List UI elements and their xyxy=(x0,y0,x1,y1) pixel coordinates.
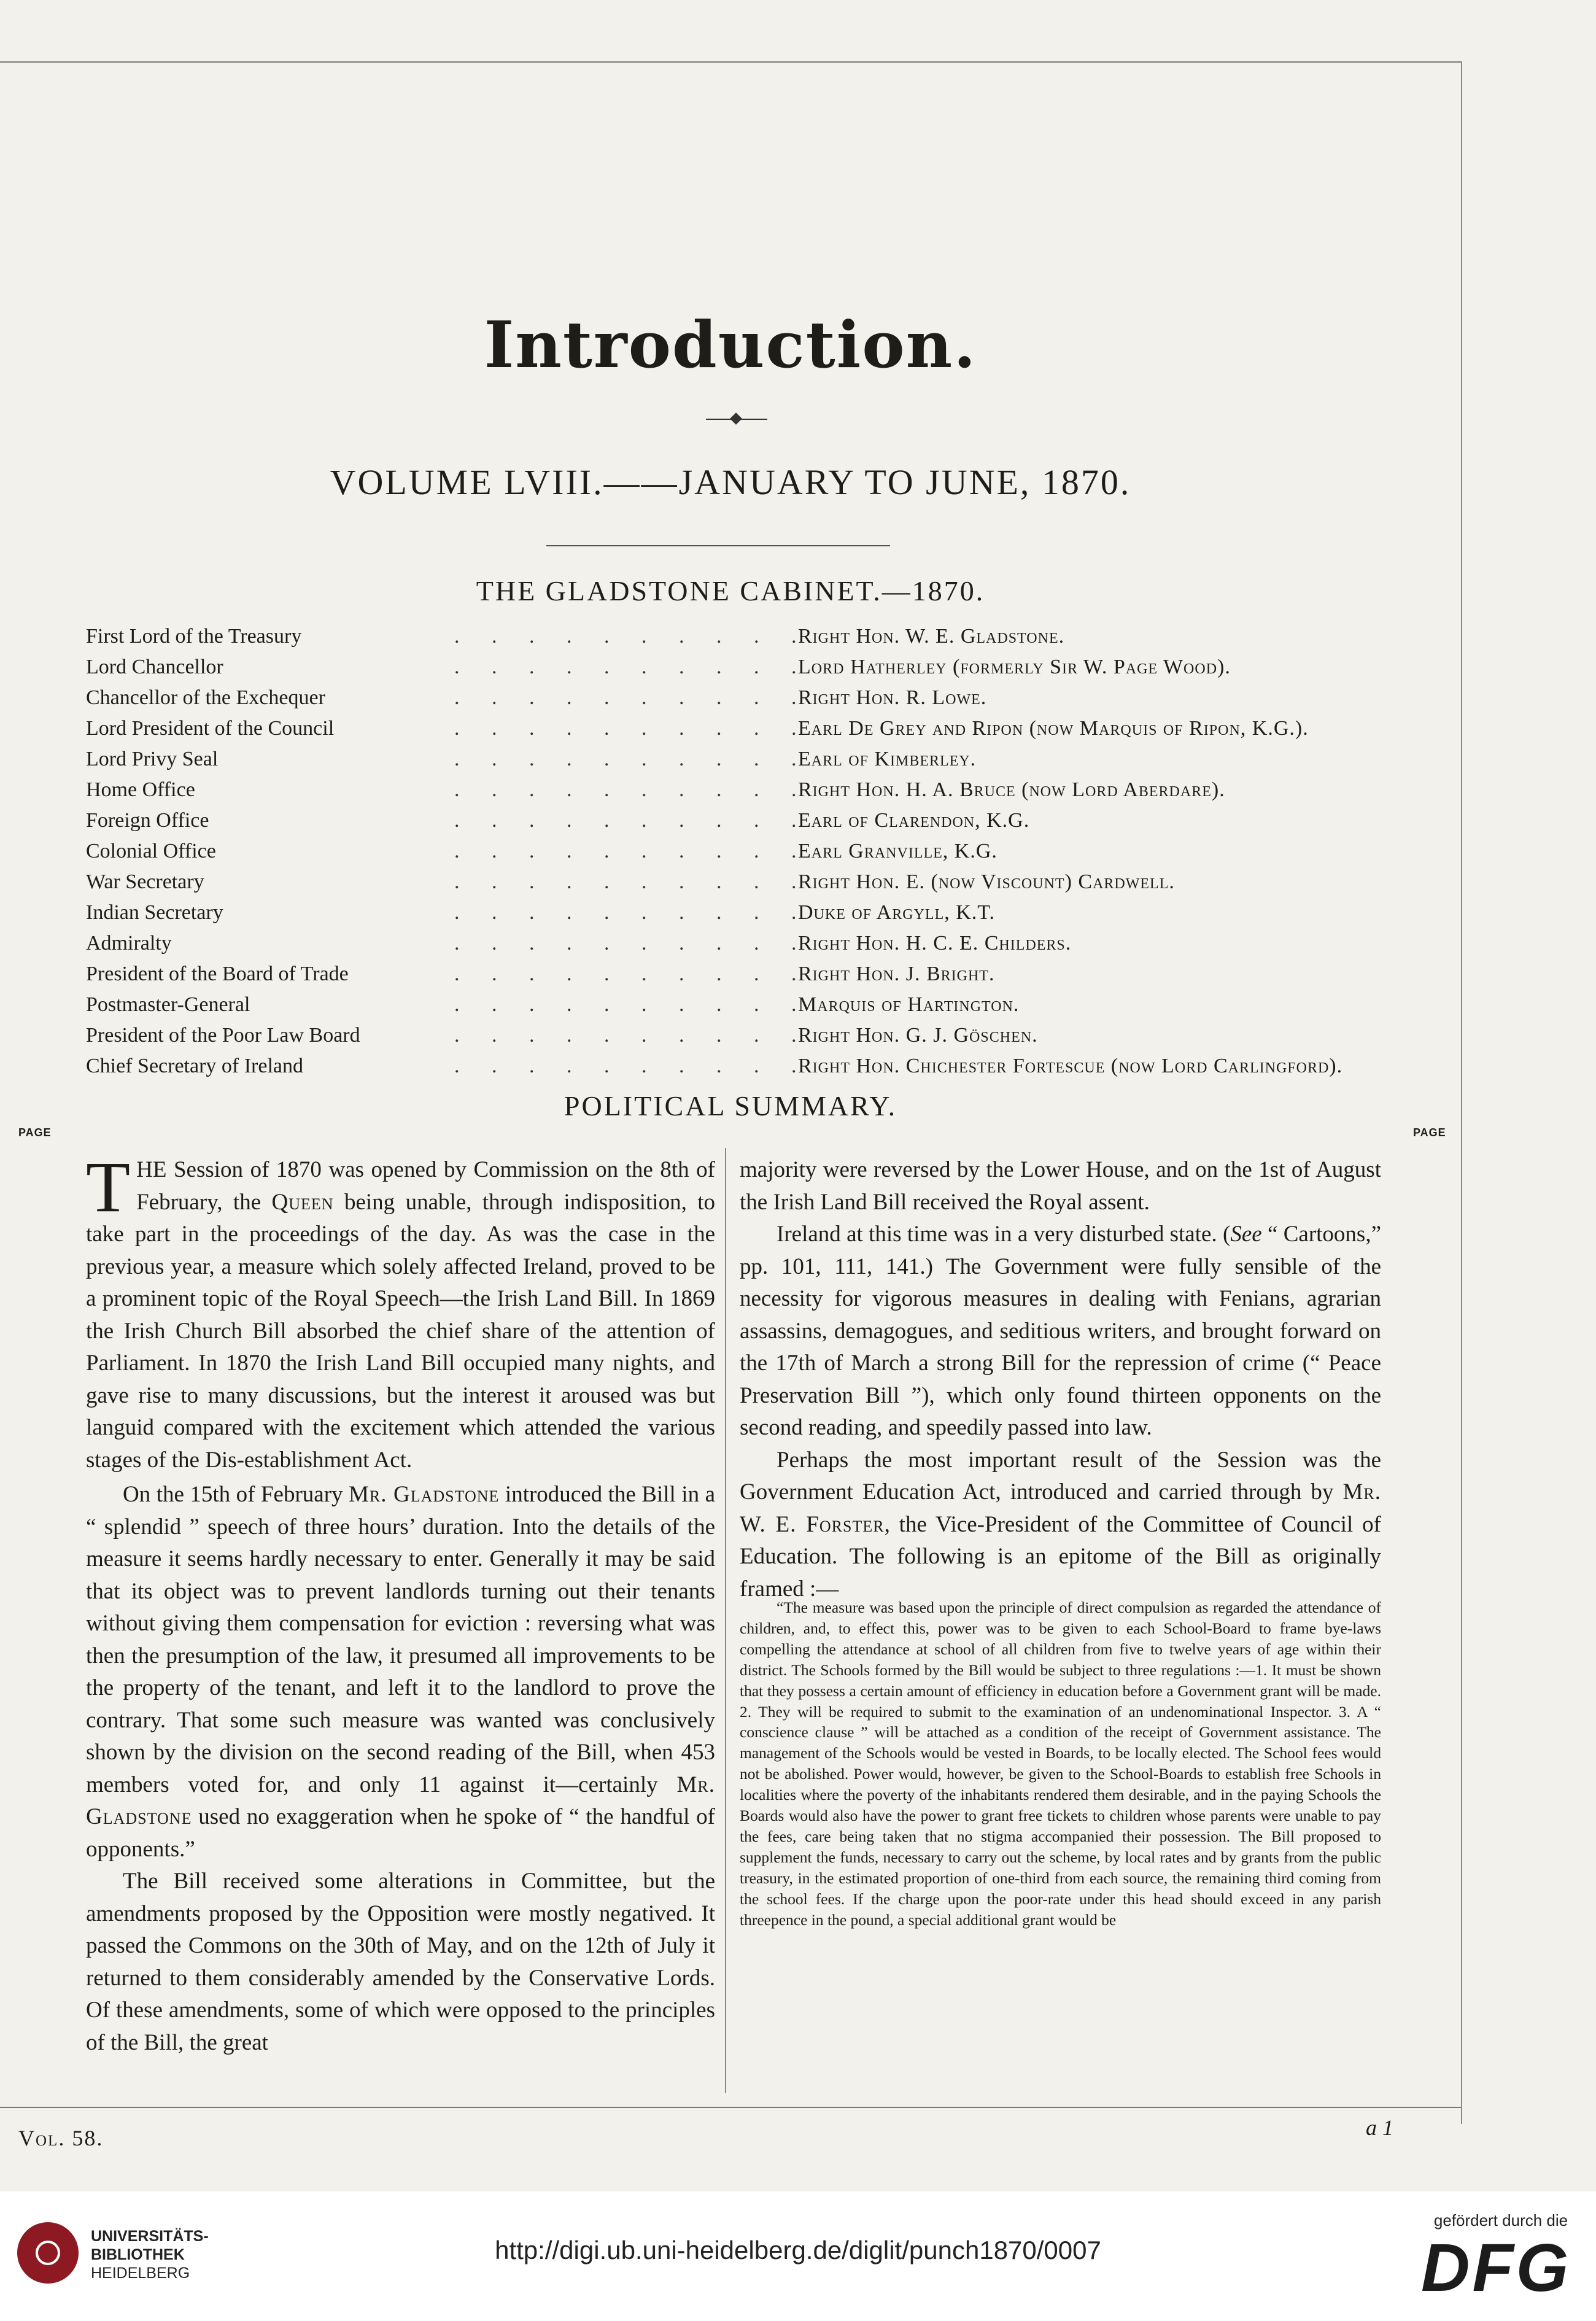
page-label-left: PAGE xyxy=(18,1126,52,1139)
leader-dots: . . . . . . . . . . xyxy=(454,963,810,985)
leader-dots: . . . . . . . . . . xyxy=(454,932,810,955)
paragraph: majority were reversed by the Lower House, and on the 1st of August the Irish Land Bill received the Royal assent. xyxy=(740,1157,1381,1215)
paragraph: On the 15th of February Mr. Gladstone introduced the Bill in a “ splendid ” speech of three hours’ duration. Into the details of the measure it seems hardly necessary to enter. Generally it may be said that its object was to prevent landlords turning out their tenants without giving them compensation for eviction : reversing what was then the presumption of the law, it presumed all improvements to be the property of the tenant, and left it to the landlord to prove the contrary. That some such measure was wanted was conclusively shown by the division on the second reading of the Bill, when 453 members voted for, and only 11 against it—certainly Mr. Gladstone used no exaggeration when he spoke of “ the handful of opponents.” xyxy=(86,1482,715,1862)
office-name: Lord President of the Council xyxy=(86,717,335,740)
leader-dots: . . . . . . . . . . xyxy=(454,840,810,862)
leader-dots: . . . . . . . . . . xyxy=(454,748,810,770)
cabinet-row xyxy=(86,652,1412,683)
education-bill-epitome xyxy=(740,1597,1381,1931)
dfg-logo: DFG xyxy=(1421,2230,1571,2306)
office-name: First Lord of the Treasury xyxy=(86,625,302,648)
office-name: Indian Secretary xyxy=(86,901,223,924)
leader-dots: . . . . . . . . . . xyxy=(454,717,810,740)
office-name: Colonial Office xyxy=(86,840,216,862)
volume-footer: Vol. 58. xyxy=(18,2126,104,2150)
office-holder: Earl of Kimberley. xyxy=(798,748,977,770)
office-holder: Right Hon. R. Lowe. xyxy=(798,686,987,709)
paragraph: THE Session of 1870 was opened by Commission on the 8th of February, the Queen being unable, through indisposition, to take part in the proceedings of the day. As was the case in the previous year, a measure which solely affected Ireland, proved to be a prominent topic of the Royal Speech—the Irish Land Bill. In 1869 the Irish Church Bill absorbed the chief share of the attention of Parliament. In 1870 the Irish Land Bill occupied many nights, and gave rise to many discussions, but the interest it aroused was but languid compared with the excitement which attended the various stages of the Dis-establishment Act. xyxy=(86,1147,716,1473)
bottom-border-rule xyxy=(0,2107,1461,2108)
cabinet-row xyxy=(86,1051,1412,1082)
office-holder: Duke of Argyll, K.T. xyxy=(798,901,996,924)
leader-dots: . . . . . . . . . . xyxy=(454,870,810,893)
cabinet-row xyxy=(86,621,1412,652)
political-summary-heading: POLITICAL SUMMARY. xyxy=(564,1090,897,1122)
summary-right-column xyxy=(740,1154,1381,1605)
office-name: Admiralty xyxy=(86,932,172,955)
leader-dots: . . . . . . . . . . xyxy=(454,1055,810,1077)
signature-mark: a 1 xyxy=(1366,2115,1393,2140)
leader-dots: . . . . . . . . . . xyxy=(454,686,810,709)
right-border-rule xyxy=(1461,61,1462,2124)
page-label-right: PAGE xyxy=(1413,1126,1446,1139)
office-holder: Right Hon. H. A. Bruce (now Lord Aberdare). xyxy=(798,778,1225,801)
column-separator xyxy=(725,1148,726,2093)
office-holder: Lord Hatherley (formerly Sir W. Page Wood). xyxy=(798,656,1231,678)
office-name: Postmaster-General xyxy=(86,993,250,1016)
cabinet-row xyxy=(86,744,1412,775)
summary-left-column xyxy=(86,1147,716,2059)
office-name: President of the Board of Trade xyxy=(86,963,349,985)
paragraph: Perhaps the most important result of the Session was the Government Education Act, introduced and carried through by Mr. W. E. Forster, the Vice-President of the Committee of Council of Education. The following is an epitome of the Bill as originally framed :— xyxy=(740,1447,1381,1602)
volume-heading: VOLUME LVIII.——JANUARY TO JUNE, 1870. xyxy=(330,462,1131,502)
office-holder: Right Hon. J. Bright. xyxy=(798,963,995,985)
leader-dots: . . . . . . . . . . xyxy=(454,778,810,801)
cabinet-row xyxy=(86,990,1412,1020)
cabinet-row xyxy=(86,805,1412,836)
cabinet-row xyxy=(86,775,1412,805)
office-name: Chief Secretary of Ireland xyxy=(86,1055,303,1077)
page-title: Introduction. xyxy=(484,307,977,382)
cabinet-row xyxy=(86,867,1412,897)
leader-dots: . . . . . . . . . . xyxy=(454,1024,810,1047)
cabinet-row xyxy=(86,683,1412,713)
cabinet-row xyxy=(86,928,1412,959)
office-name: Chancellor of the Exchequer xyxy=(86,686,325,709)
cabinet-row xyxy=(86,959,1412,990)
paragraph: The Bill received some alterations in Committee, but the amendments proposed by the Opposition were mostly negatived. It passed the Commons on the 30th of May, and on the 12th of July it returned to them considerably amended by the Conservative Lords. Of these amendments, some of which were opposed to the principles of the Bill, the great xyxy=(86,1869,715,2055)
funding-label: gefördert durch die xyxy=(1433,2211,1568,2230)
office-holder: Right Hon. W. E. Gladstone. xyxy=(798,625,1065,648)
leader-dots: . . . . . . . . . . xyxy=(454,993,810,1016)
office-name: Lord Chancellor xyxy=(86,656,223,678)
office-holder: Marquis of Hartington. xyxy=(798,993,1020,1016)
office-holder: Right Hon. E. (now Viscount) Cardwell. xyxy=(798,870,1175,893)
drop-cap: T xyxy=(86,1147,131,1227)
top-border-rule xyxy=(0,61,1461,63)
office-name: War Secretary xyxy=(86,870,204,893)
office-name: Foreign Office xyxy=(86,809,209,832)
paragraph: Ireland at this time was in a very disturbed state. (See “ Cartoons,” pp. 101, 111, 141.) The Government were fully sensible of the necessity for vigorous measures in dealing with Fenians, agrarian assassins, demagogues, and seditious writers, and brought forward on the 17th of March a strong Bill for the repression of crime (“ Peace Preservation Bill ”), which only found thirteen opponents on the second reading, and speedily passed into law. xyxy=(740,1222,1381,1440)
cabinet-row xyxy=(86,713,1412,744)
office-holder: Right Hon. G. J. Göschen. xyxy=(798,1024,1038,1047)
office-name: President of the Poor Law Board xyxy=(86,1024,360,1047)
office-holder: Earl De Grey and Ripon (now Marquis of Ripon, K.G.). xyxy=(798,717,1309,740)
office-holder: Earl Granville, K.G. xyxy=(798,840,998,862)
leader-dots: . . . . . . . . . . xyxy=(454,625,810,648)
cabinet-row xyxy=(86,1020,1412,1051)
leader-dots: . . . . . . . . . . xyxy=(454,901,810,924)
library-name: UNIVERSITÄTS- BIBLIOTHEK HEIDELBERG xyxy=(91,2228,209,2282)
cabinet-heading: THE GLADSTONE CABINET.—1870. xyxy=(476,575,985,606)
cabinet-row xyxy=(86,897,1412,928)
section-divider xyxy=(546,545,890,546)
source-url-link[interactable]: http://digi.ub.uni-heidelberg.de/diglit/punch1870/0007 xyxy=(495,2236,1101,2265)
office-holder: Right Hon. H. C. E. Childers. xyxy=(798,932,1072,955)
office-name: Lord Privy Seal xyxy=(86,748,219,770)
digitization-footer xyxy=(0,2191,1596,2321)
leader-dots: . . . . . . . . . . xyxy=(454,809,810,832)
cabinet-row xyxy=(86,836,1412,867)
office-holder: Earl of Clarendon, K.G. xyxy=(798,809,1030,832)
office-name: Home Office xyxy=(86,778,195,801)
office-holder: Right Hon. Chichester Fortescue (now Lord Carlingford). xyxy=(798,1055,1343,1077)
quoted-epitome: “The measure was based upon the principle of direct compulsion as regarded the attendance of children, and, to effect this, power was to be given to each School-Board to frame bye-laws compelling the attendance at school of all children from five to twelve years of age within their district. The Schools formed by the Bill would be subject to three regulations :—1. It must be shown that they possess a certain amount of efficiency in education before a Government grant will be made. 2. They will be required to submit to the examination of an undenominational Inspector. 3. A “ conscience clause ” will be attached as a condition of the receipt of Government assistance. The management of the Schools would be vested in Boards, to be locally elected. The School fees would not be abolished. Power would, however, be given to the School-Boards to establish free Schools in localities where the poverty of the inhabitants rendered them desirable, and in the paying Schools the Boards would also have the power to grant free tickets to children whose parents were unable to pay the fees, care being taken that no stigma accompanied their possession. The Bill proposed to supplement the funds, necessary to carry out the scheme, by local rates and by grants from the public treasury, in the estimated proportion of one-third from each source, the remaining third coming from the school fees. If the charge upon the poor-rate under this head should exceed in any parish threepence in the pound, a special additional grant would be xyxy=(740,1598,1381,1929)
leader-dots: . . . . . . . . . . xyxy=(454,656,810,678)
